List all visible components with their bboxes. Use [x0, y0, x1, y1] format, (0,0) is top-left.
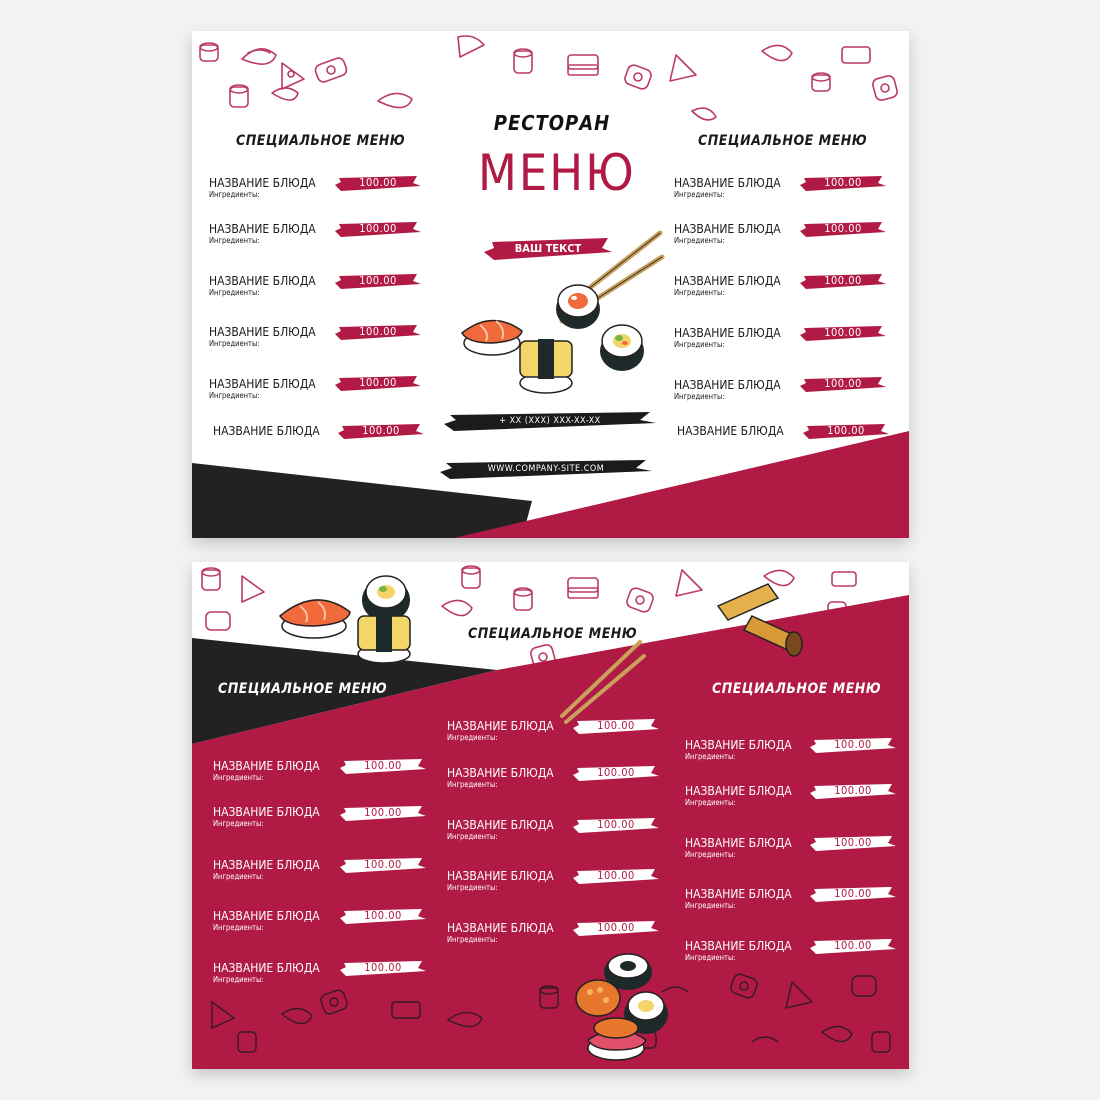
price-tag: [335, 374, 421, 392]
price-tag: [810, 782, 896, 800]
list-item: [674, 176, 781, 199]
price-tag: [810, 937, 896, 955]
dish-ingredients: Ингредиенты:: [213, 923, 264, 932]
dish-ingredients: Ингредиенты:: [213, 819, 264, 828]
dish-price: 100.00: [834, 836, 872, 849]
list-item: [209, 274, 316, 297]
front-right-heading: СПЕЦИАЛЬНОЕ МЕНЮ: [698, 133, 868, 149]
dish-price: 100.00: [364, 909, 402, 922]
dish-name: НАЗВАНИЕ БЛЮДА: [674, 326, 781, 340]
list-item: [685, 836, 792, 859]
tamago-nigiri-icon: [358, 614, 410, 663]
price-tag: [810, 834, 896, 852]
list-item: [685, 738, 792, 761]
dish-name: НАЗВАНИЕ БЛЮДА: [447, 818, 554, 832]
dish-ingredients: Ингредиенты:: [674, 190, 725, 199]
dish-name: НАЗВАНИЕ БЛЮДА: [213, 805, 320, 819]
dish-name: НАЗВАНИЕ БЛЮДА: [674, 378, 781, 392]
list-item: [685, 784, 792, 807]
back-right-heading: СПЕЦИАЛЬНОЕ МЕНЮ: [712, 681, 882, 697]
dish-price: 100.00: [827, 424, 865, 437]
price-tag: [800, 272, 886, 290]
list-item: [447, 766, 554, 789]
price-tag: [573, 919, 659, 937]
chopsticks-icon: [556, 636, 646, 726]
maki-roll-icon: [556, 285, 600, 329]
dish-ingredients: Ингредиенты:: [209, 236, 260, 245]
salmon-nigiri-icon: [462, 320, 522, 355]
dish-price: 100.00: [824, 222, 862, 235]
dish-ingredients: Ингредиенты:: [685, 798, 736, 807]
dish-price: 100.00: [597, 921, 635, 934]
list-item: [674, 222, 781, 245]
list-item: [209, 222, 316, 245]
dish-ingredients: Ингредиенты:: [685, 850, 736, 859]
restaurant-label: РЕСТОРАН: [493, 111, 611, 135]
dish-ingredients: Ингредиенты:: [685, 901, 736, 910]
tagline-text: ВАШ ТЕКСТ: [514, 242, 582, 255]
dish-name: НАЗВАНИЕ БЛЮДА: [213, 909, 320, 923]
price-tag: [810, 885, 896, 903]
dish-name: НАЗВАНИЕ БЛЮДА: [685, 939, 792, 953]
price-tag: [340, 959, 426, 977]
price-tag: [335, 323, 421, 341]
dish-name: НАЗВАНИЕ БЛЮДА: [209, 222, 316, 236]
dish-price: 100.00: [597, 818, 635, 831]
maki-roll-icon: [600, 325, 644, 371]
dish-price: 100.00: [597, 766, 635, 779]
list-item: [685, 887, 792, 910]
list-item: [209, 176, 316, 199]
price-tag: [340, 856, 426, 874]
sushi-doodle-icon: [200, 36, 898, 120]
dish-price: 100.00: [824, 274, 862, 287]
dish-price: 100.00: [834, 738, 872, 751]
dish-price: 100.00: [359, 325, 397, 338]
dish-name: НАЗВАНИЕ БЛЮДА: [209, 176, 316, 190]
price-tag: [335, 272, 421, 290]
salmon-nigiri-icon: [588, 1018, 646, 1060]
price-tag: [800, 375, 886, 393]
website-text: WWW.COMPANY-SITE.COM: [487, 464, 605, 474]
dish-price: 100.00: [824, 377, 862, 390]
dish-price: 100.00: [359, 222, 397, 235]
menu-back-sheet: [192, 562, 909, 1069]
dish-price: 100.00: [362, 424, 400, 437]
dish-price: 100.00: [824, 326, 862, 339]
list-item: [209, 325, 316, 348]
list-item: [213, 961, 320, 984]
dish-ingredients: Ингредиенты:: [447, 883, 498, 892]
dish-ingredients: Ингредиенты:: [213, 975, 264, 984]
phone-banner: [444, 409, 656, 433]
dish-name: НАЗВАНИЕ БЛЮДА: [213, 424, 320, 438]
list-item: [447, 921, 554, 944]
dish-ingredients: Ингредиенты:: [447, 780, 498, 789]
dish-name: НАЗВАНИЕ БЛЮДА: [685, 738, 792, 752]
price-tag: [810, 736, 896, 754]
list-item: [213, 805, 320, 828]
dish-price: 100.00: [364, 806, 402, 819]
price-tag: [340, 907, 426, 925]
menu-front-sheet: [192, 31, 909, 538]
front-left-heading: СПЕЦИАЛЬНОЕ МЕНЮ: [236, 133, 406, 149]
dish-ingredients: Ингредиенты:: [447, 733, 498, 742]
dish-ingredients: Ингредиенты:: [209, 288, 260, 297]
phone-text: + XX (XXX) XXX-XX-XX: [499, 416, 601, 426]
dish-price: 100.00: [364, 961, 402, 974]
dish-name: НАЗВАНИЕ БЛЮДА: [209, 377, 316, 391]
dish-price: 100.00: [834, 784, 872, 797]
roe-gunkan-icon: [576, 980, 620, 1016]
list-item: [677, 424, 784, 438]
back-left-heading: СПЕЦИАЛЬНОЕ МЕНЮ: [218, 681, 388, 697]
list-item: [685, 939, 792, 962]
dish-price: 100.00: [834, 939, 872, 952]
tamago-nigiri-icon: [520, 339, 572, 393]
dish-name: НАЗВАНИЕ БЛЮДА: [213, 759, 320, 773]
sushi-illustration: [450, 221, 665, 401]
price-tag: [573, 764, 659, 782]
dish-name: НАЗВАНИЕ БЛЮДА: [685, 784, 792, 798]
dish-price: 100.00: [597, 869, 635, 882]
price-tag: [335, 220, 421, 238]
dish-ingredients: Ингредиенты:: [674, 236, 725, 245]
price-tag: [335, 174, 421, 192]
list-item: [447, 818, 554, 841]
dish-price: 100.00: [824, 176, 862, 189]
dish-name: НАЗВАНИЕ БЛЮДА: [209, 325, 316, 339]
dish-ingredients: Ингредиенты:: [213, 872, 264, 881]
dish-price: 100.00: [834, 887, 872, 900]
dish-name: НАЗВАНИЕ БЛЮДА: [213, 858, 320, 872]
dish-ingredients: Ингредиенты:: [685, 752, 736, 761]
list-item: [213, 759, 320, 782]
list-item: [213, 858, 320, 881]
dish-name: НАЗВАНИЕ БЛЮДА: [447, 766, 554, 780]
dish-name: НАЗВАНИЕ БЛЮДА: [209, 274, 316, 288]
dish-ingredients: Ингредиенты:: [213, 773, 264, 782]
dish-price: 100.00: [364, 858, 402, 871]
dish-name: НАЗВАНИЕ БЛЮДА: [674, 274, 781, 288]
dish-name: НАЗВАНИЕ БЛЮДА: [447, 719, 554, 733]
dish-ingredients: Ингредиенты:: [209, 391, 260, 400]
dish-price: 100.00: [359, 176, 397, 189]
dish-ingredients: Ингредиенты:: [674, 340, 725, 349]
dish-name: НАЗВАНИЕ БЛЮДА: [447, 869, 554, 883]
list-item: [674, 326, 781, 349]
dish-price: 100.00: [597, 719, 635, 732]
dish-name: НАЗВАНИЕ БЛЮДА: [447, 921, 554, 935]
dish-ingredients: Ингредиенты:: [209, 190, 260, 199]
dish-name: НАЗВАНИЕ БЛЮДА: [685, 836, 792, 850]
list-item: [447, 869, 554, 892]
list-item: [209, 377, 316, 400]
price-tag: [340, 757, 426, 775]
dish-ingredients: Ингредиенты:: [209, 339, 260, 348]
price-tag: [573, 867, 659, 885]
dish-price: 100.00: [359, 274, 397, 287]
price-tag: [573, 816, 659, 834]
dish-price: 100.00: [359, 376, 397, 389]
spring-roll-icon: [712, 576, 812, 666]
menu-title: МЕНЮ: [478, 144, 636, 202]
dish-name: НАЗВАНИЕ БЛЮДА: [213, 961, 320, 975]
roll-stack-illustration: [572, 952, 672, 1069]
dish-ingredients: Ингредиенты:: [447, 832, 498, 841]
dish-name: НАЗВАНИЕ БЛЮДА: [685, 887, 792, 901]
dish-name: НАЗВАНИЕ БЛЮДА: [674, 176, 781, 190]
list-item: [213, 909, 320, 932]
list-item: [447, 719, 554, 742]
price-tag: [800, 174, 886, 192]
dish-ingredients: Ингредиенты:: [447, 935, 498, 944]
nigiri-illustration: [274, 574, 424, 664]
dish-name: НАЗВАНИЕ БЛЮДА: [674, 222, 781, 236]
dish-ingredients: Ингредиенты:: [674, 392, 725, 401]
website-banner: [440, 457, 652, 481]
list-item: [213, 424, 320, 438]
dish-ingredients: Ингредиенты:: [685, 953, 736, 962]
price-tag: [340, 804, 426, 822]
list-item: [674, 378, 781, 401]
price-tag: [803, 422, 889, 440]
dish-price: 100.00: [364, 759, 402, 772]
back-center-heading: СПЕЦИАЛЬНОЕ МЕНЮ: [468, 626, 638, 642]
price-tag: [800, 220, 886, 238]
list-item: [674, 274, 781, 297]
salmon-nigiri-icon: [280, 600, 350, 638]
dish-ingredients: Ингредиенты:: [674, 288, 725, 297]
price-tag: [338, 422, 424, 440]
price-tag: [573, 717, 659, 735]
dish-name: НАЗВАНИЕ БЛЮДА: [677, 424, 784, 438]
price-tag: [800, 324, 886, 342]
